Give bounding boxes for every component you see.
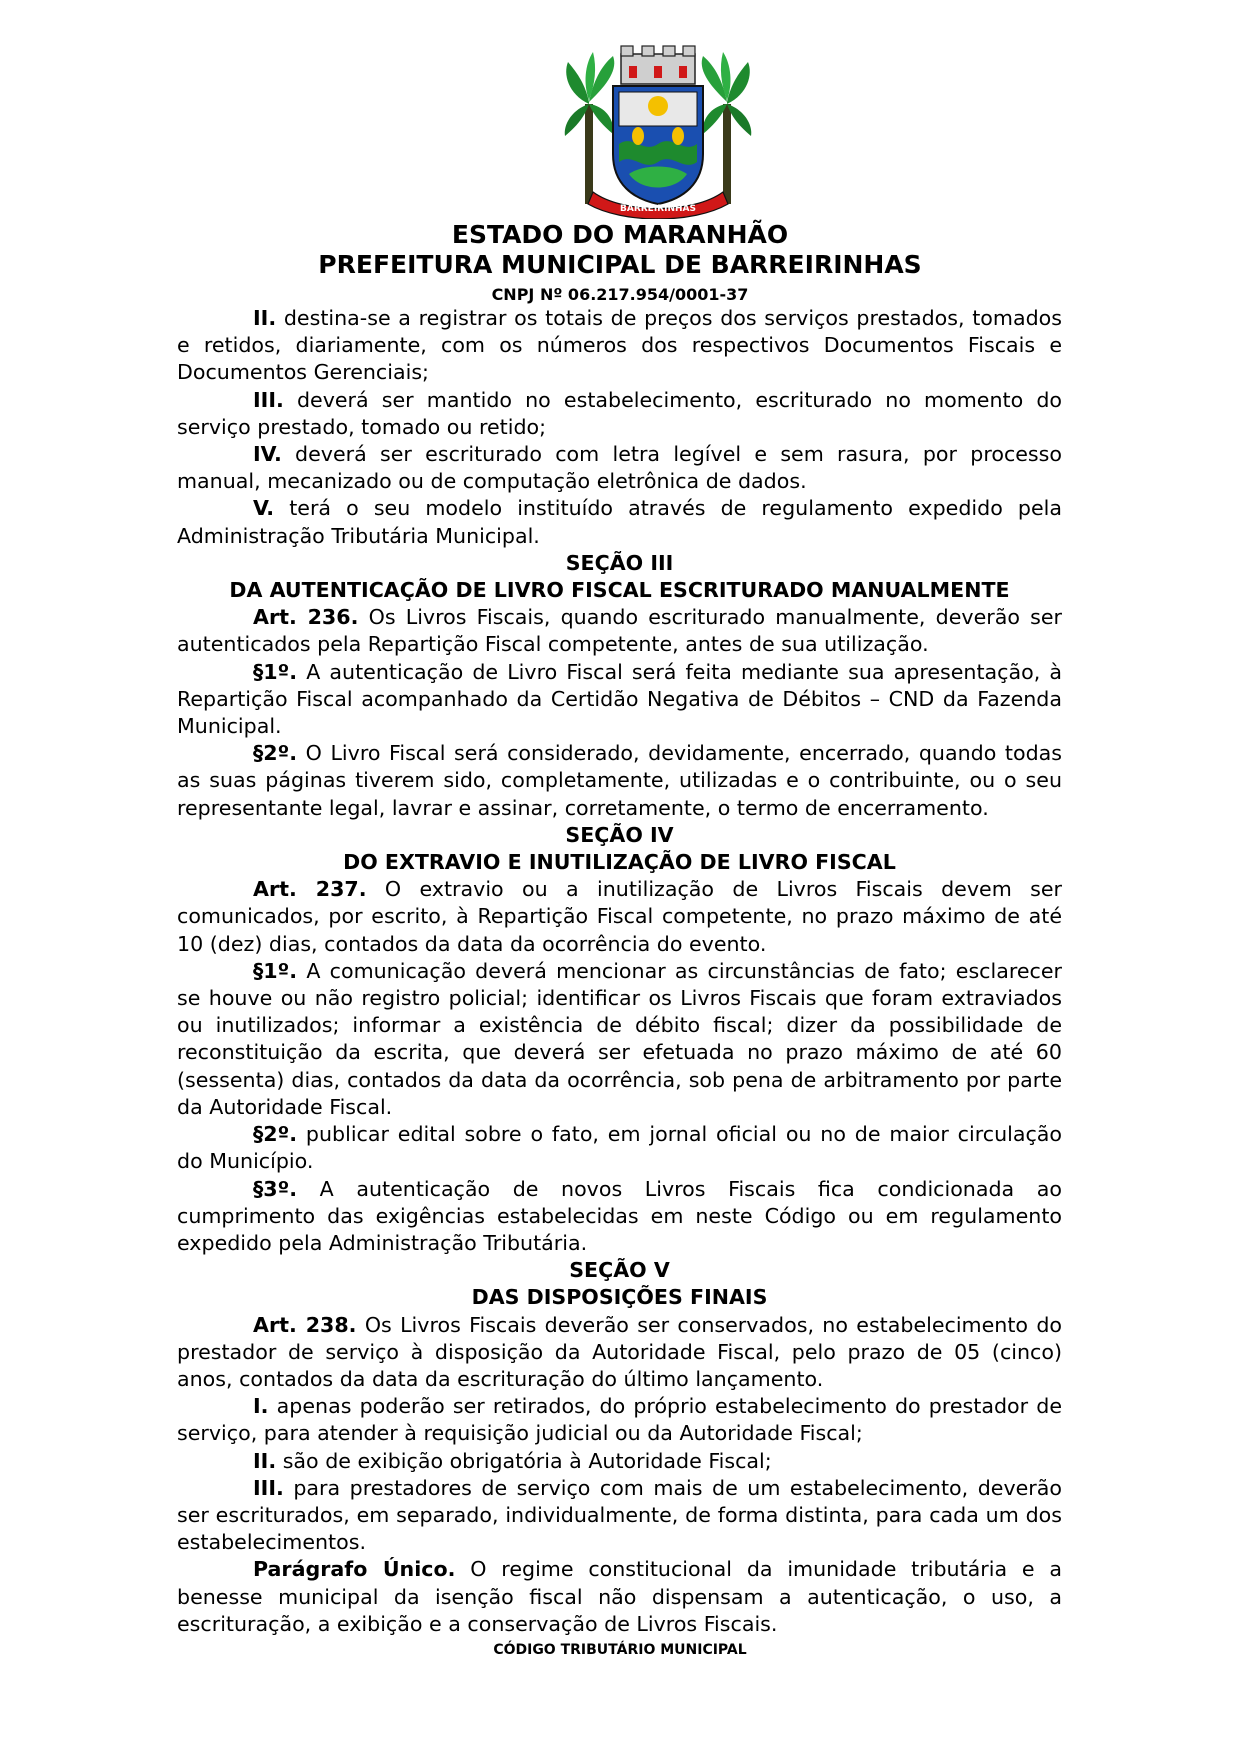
left-palm-tree xyxy=(565,52,615,204)
page-footer: CÓDIGO TRIBUTÁRIO MUNICIPAL xyxy=(493,1642,747,1658)
paragraph: §2º. publicar edital sobre o fato, em jornal oficial ou no de maior circulação do Município. xyxy=(177,1122,1062,1174)
paragraph: Parágrafo Único. O regime constitucional da imunidade tributária e a benesse municipal da isenção fiscal não dispensam a autenticação, o uso, a escrituração, a exibição e a conservação de Livros Fiscais. xyxy=(177,1557,1062,1636)
paragraph: II. destina-se a registrar os totais de preços dos serviços prestados, tomados e retidos, diariamente, com os números dos respectivos Documentos Fiscais e Documentos Gerenciais; xyxy=(177,306,1062,385)
cnpj-line: CNPJ Nº 06.217.954/0001-37 xyxy=(491,285,749,304)
prefecture-title: PREFEITURA MUNICIPAL DE BARREIRINHAS xyxy=(318,250,922,279)
section-subtitle: DO EXTRAVIO E INUTILIZAÇÃO DE LIVRO FISCAL xyxy=(343,850,896,875)
section-subtitle: DA AUTENTICAÇÃO DE LIVRO FISCAL ESCRITURADO MANUALMENTE xyxy=(229,578,1010,603)
article: Art. 238. Os Livros Fiscais deverão ser conservados, no estabelecimento do prestador de serviço à disposição da Autoridade Fiscal, pelo prazo de 05 (cinco) anos, contados da data da escrituração do último lançamento. xyxy=(177,1312,1062,1391)
paragraph: §3º. A autenticação de novos Livros Fiscais fica condicionada ao cumprimento das exigências estabelecidas em neste Código ou em regulamento expedido pela Administração Tributária. xyxy=(177,1176,1062,1255)
ribbon-text: BARREIRINHAS xyxy=(620,204,696,214)
coat-of-arms-emblem xyxy=(563,44,753,219)
document-body xyxy=(177,305,1062,1638)
mural-crown xyxy=(621,46,695,84)
section-title: SEÇÃO IV xyxy=(565,822,674,847)
paragraph: §1º. A comunicação deverá mencionar as circunstâncias de fato; esclarecer se houve ou não registro policial; identificar os Livros Fiscais que foram extraviados ou inutilizados; informar a existência de débito fiscal; dizer da possibilidade de reconstituição da escrita, que deverá ser efetuada no prazo máximo de até 60 (sessenta) dias, contados da data da ocorrência, sob pena de arbitramento por parte da Autoridade Fiscal. xyxy=(177,958,1062,1119)
paragraph: I. apenas poderão ser retirados, do próprio estabelecimento do prestador de serviço, para atender à requisição judicial ou da Autoridade Fiscal; xyxy=(177,1394,1062,1446)
section-title: SEÇÃO III xyxy=(565,550,674,575)
section-title: SEÇÃO V xyxy=(569,1258,670,1283)
article: Art. 237. O extravio ou a inutilização de Livros Fiscais devem ser comunicados, por escrito, à Repartição Fiscal competente, no prazo máximo de até 10 (dez) dias, contados da data da ocorrência do evento. xyxy=(177,877,1062,956)
document-header xyxy=(0,220,1240,306)
section-subtitle: DAS DISPOSIÇÕES FINAIS xyxy=(471,1285,768,1310)
article: Art. 236. Os Livros Fiscais, quando escriturado manualmente, deverão ser autenticados pela Repartição Fiscal competente, antes de sua utilização. xyxy=(177,605,1062,657)
paragraph: §1º. A autenticação de Livro Fiscal será feita mediante sua apresentação, à Repartição Fiscal acompanhado da Certidão Negativa de Débitos – CND da Fazenda Municipal. xyxy=(177,659,1062,739)
paragraph: V. terá o seu modelo instituído através de regulamento expedido pela Administração Tributária Municipal. xyxy=(177,496,1062,548)
paragraph: III. deverá ser mantido no estabelecimento, escriturado no momento do serviço prestado, tomado ou retido; xyxy=(177,387,1062,439)
state-title: ESTADO DO MARANHÃO xyxy=(451,220,789,249)
shield xyxy=(613,86,703,204)
paragraph: II. são de exibição obrigatória à Autoridade Fiscal; xyxy=(253,1448,772,1473)
paragraph: IV. deverá ser escriturado com letra legível e sem rasura, por processo manual, mecanizado ou de computação eletrônica de dados. xyxy=(177,442,1062,494)
right-palm-tree xyxy=(702,52,752,204)
paragraph: §2º. O Livro Fiscal será considerado, devidamente, encerrado, quando todas as suas páginas tiverem sido, completamente, utilizadas e o contribuinte, ou o seu representante legal, lavrar e assinar, corretamente, o termo de encerramento. xyxy=(177,741,1062,820)
paragraph: III. para prestadores de serviço com mais de um estabelecimento, deverão ser escriturados, em separado, individualmente, de forma distinta, para cada um dos estabelecimentos. xyxy=(177,1475,1062,1555)
